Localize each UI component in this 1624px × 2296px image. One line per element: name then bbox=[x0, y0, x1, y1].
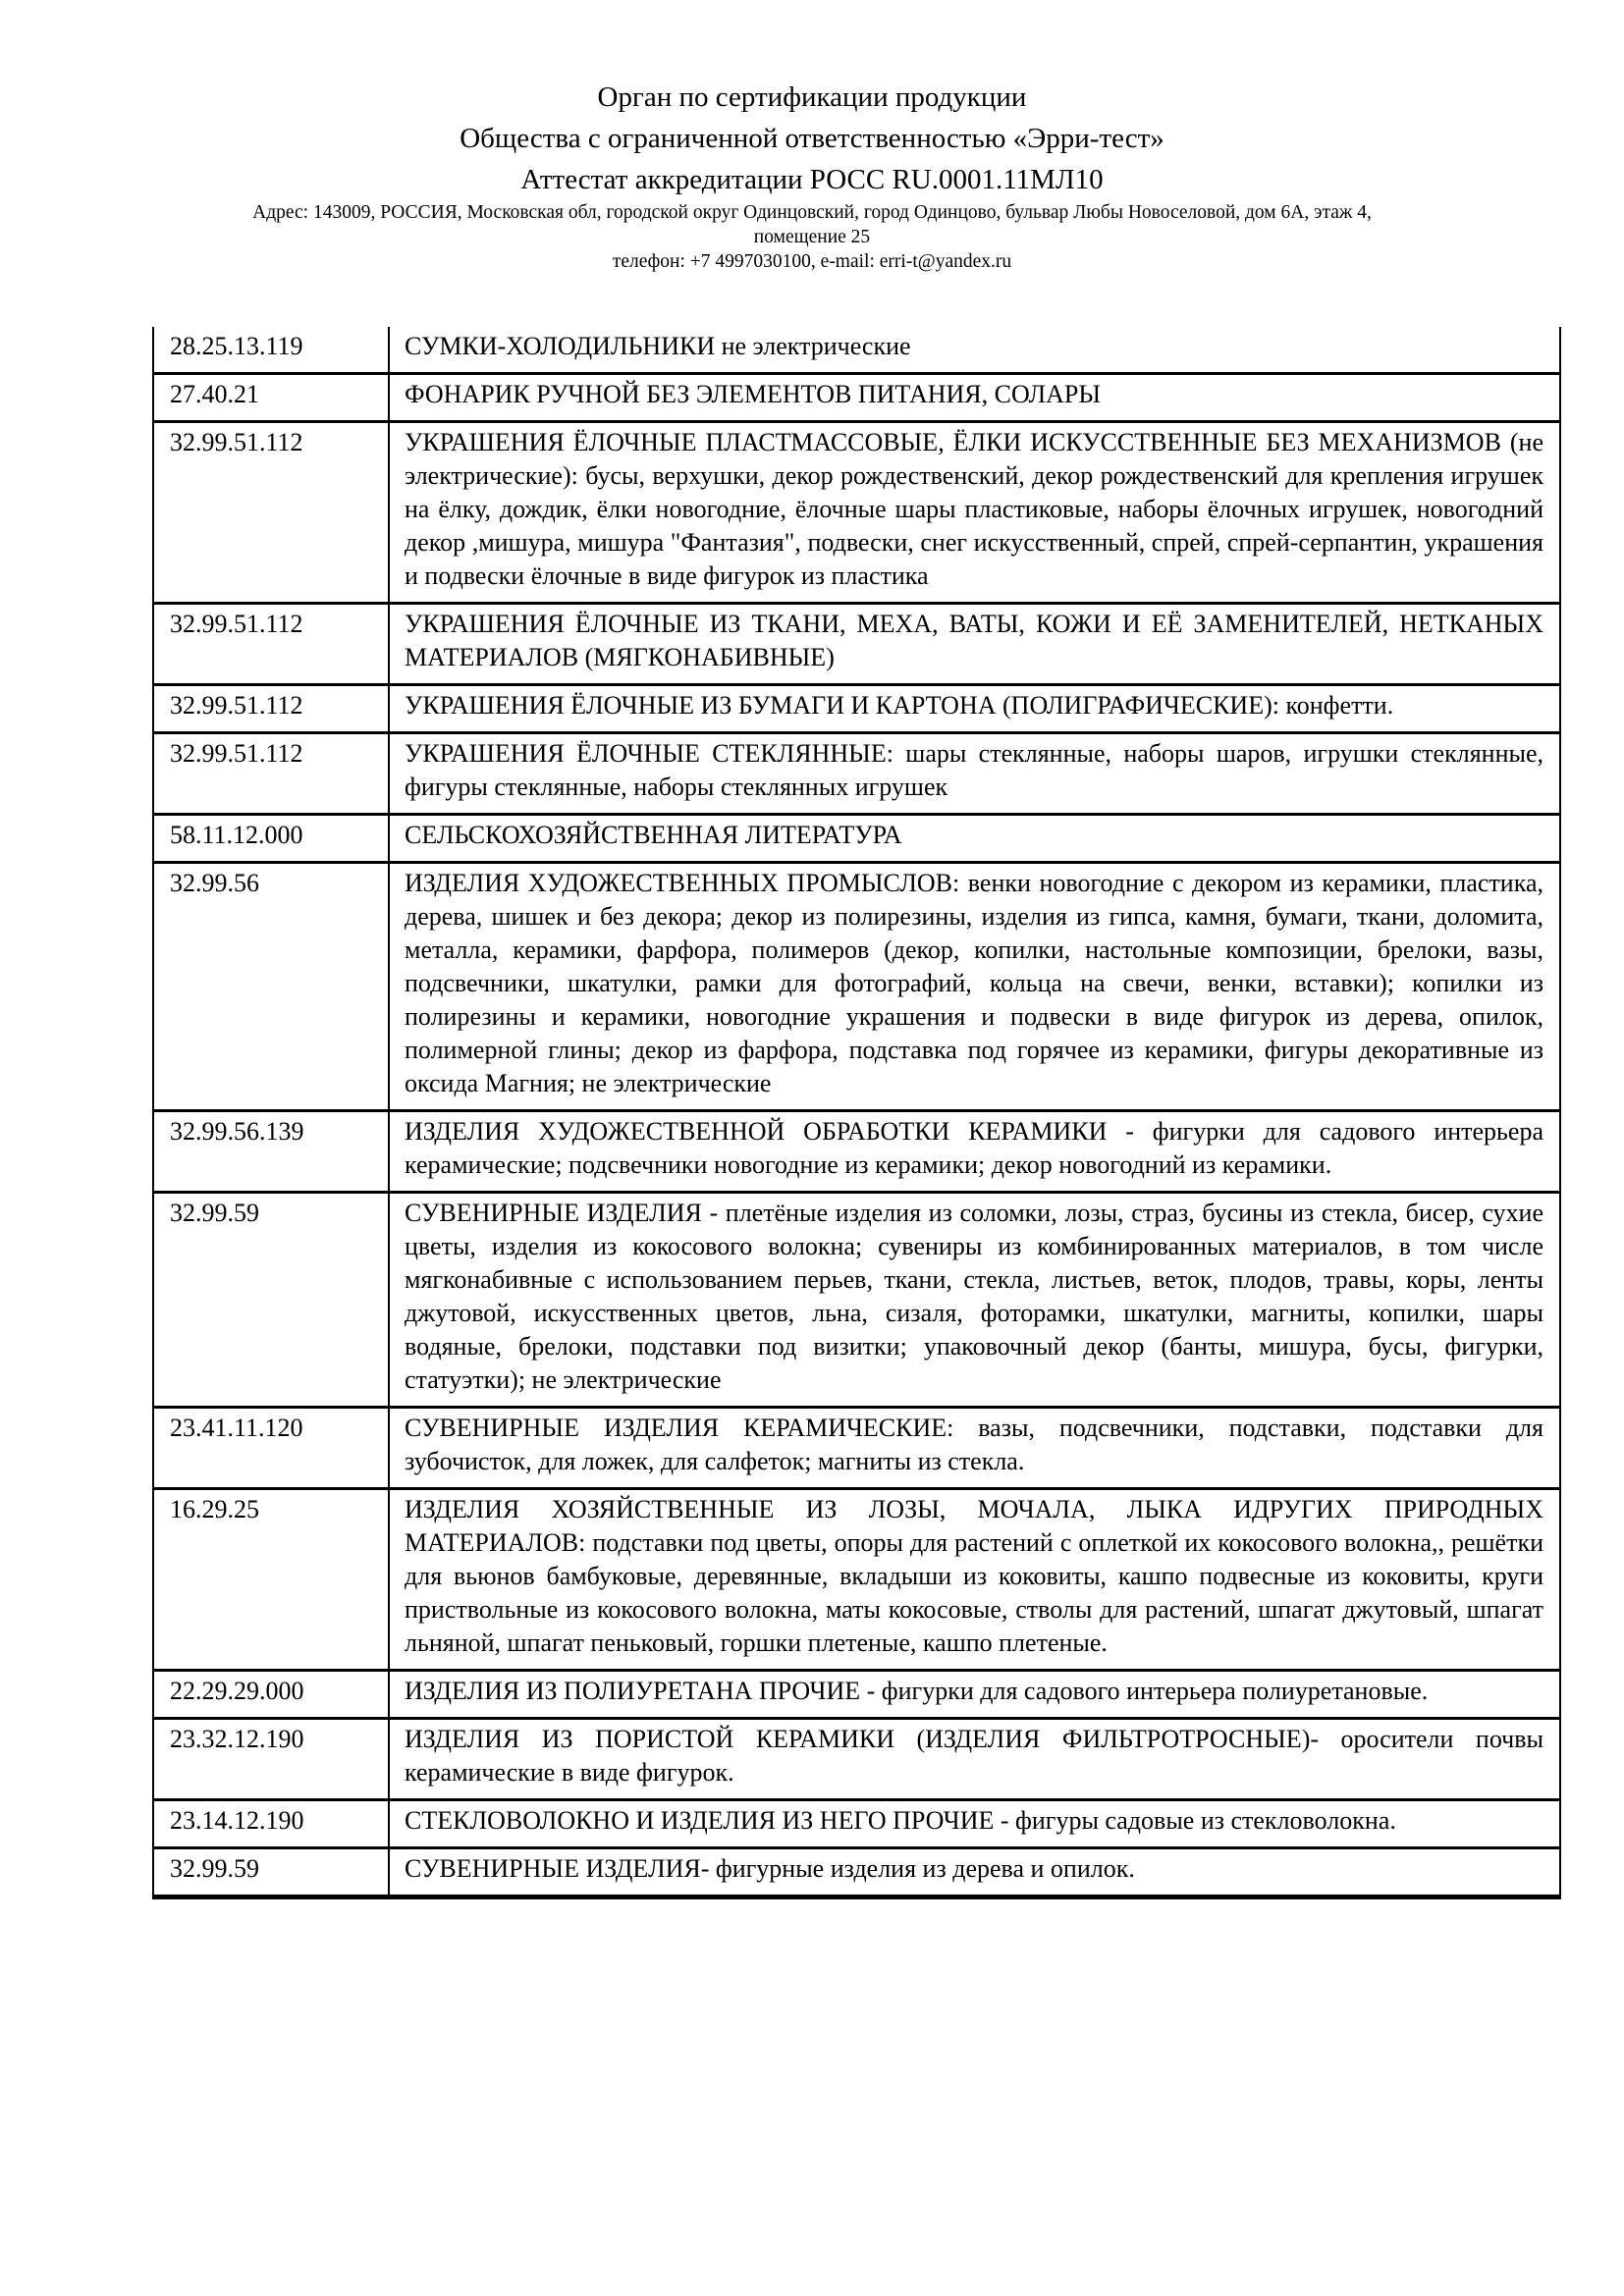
product-description: ИЗДЕЛИЯ ХУДОЖЕСТВЕННОЙ ОБРАБОТКИ КЕРАМИКИ - фигурки для садового интерьера керамические; подсвечники новогодние из керамики; декор новогодний из керамики. bbox=[389, 1111, 1560, 1193]
document-header bbox=[0, 0, 1624, 274]
product-code: 23.32.12.190 bbox=[153, 1719, 389, 1800]
contact-line: телефон: +7 4997030100, e-mail: erri-t@yandex.ru bbox=[612, 251, 1012, 272]
product-description: СУВЕНИРНЫЕ ИЗДЕЛИЯ - плетёные изделия из соломки, лозы, страз, бусины из стекла, бисер, сухие цветы, изделия из кокосового волокна; сувениры из комбинированных материалов, в том числе мягконабивные с использованием перьев, ткани, стекла, листьев, веток, плодов, травы, коры, ленты джутовой, искусственных цветов, льна, сизаля, фоторамки, шкатулки, магниты, копилки, шары водяные, брелоки, подставки под визитки; упаковочный декор (банты, мишура, бусы, фигурки, статуэтки); не электрические bbox=[389, 1193, 1560, 1408]
address-line-2: помещение 25 bbox=[753, 227, 871, 247]
table-row bbox=[153, 1848, 1560, 1897]
product-description: УКРАШЕНИЯ ЁЛОЧНЫЕ ПЛАСТМАССОВЫЕ, ЁЛКИ ИСКУССТВЕННЫЕ БЕЗ МЕХАНИЗМОВ (не электрические): бусы, верхушки, декор рождественский, декор рождественский для крепления игрушек на ёлку, дождик, ёлки новогодние, ёлочные шары пластиковые, наборы ёлочных игрушек, новогодний декор ,мишура, мишура "Фантазия", подвески, снег искусственный, спрей, спрей-серпантин, украшения и подвески ёлочные в виде фигурок из пластика bbox=[389, 422, 1560, 604]
product-code: 23.14.12.190 bbox=[153, 1800, 389, 1848]
product-code: 32.99.56.139 bbox=[153, 1111, 389, 1193]
product-code: 32.99.51.112 bbox=[153, 733, 389, 815]
table-row bbox=[153, 327, 1560, 374]
org-name: Общества с ограниченной ответственностью «Эрри-тест» bbox=[460, 123, 1164, 154]
product-table-body bbox=[153, 327, 1560, 1897]
product-code: 32.99.56 bbox=[153, 863, 389, 1111]
product-description: ИЗДЕЛИЯ ИЗ ПОЛИУРЕТАНА ПРОЧИЕ - фигурки для садового интерьера полиуретановые. bbox=[389, 1671, 1560, 1719]
table-row bbox=[153, 1408, 1560, 1489]
product-code: 27.40.21 bbox=[153, 374, 389, 422]
product-code: 16.29.25 bbox=[153, 1489, 389, 1671]
product-description: УКРАШЕНИЯ ЁЛОЧНЫЕ ИЗ БУМАГИ И КАРТОНА (ПОЛИГРАФИЧЕСКИЕ): конфетти. bbox=[389, 685, 1560, 733]
table-row bbox=[153, 1489, 1560, 1671]
product-table bbox=[152, 327, 1561, 1899]
table-row bbox=[153, 733, 1560, 815]
product-description: ИЗДЕЛИЯ ХОЗЯЙСТВЕННЫЕ ИЗ ЛОЗЫ, МОЧАЛА, ЛЫКА ИДРУГИХ ПРИРОДНЫХ МАТЕРИАЛОВ: подставки под цветы, опоры для растений с оплеткой их кокосового волокна,, решётки для вьюнов бамбуковые, деревянные, вкладыши из коковиты, кашпо подвесные из коковиты, круги приствольные из кокосового волокна, маты кокосовые, стволы для растений, шпагат джутовый, шпагат льняной, шпагат пеньковый, горшки плетеные, кашпо плетеные. bbox=[389, 1489, 1560, 1671]
product-description: ФОНАРИК РУЧНОЙ БЕЗ ЭЛЕМЕНТОВ ПИТАНИЯ, СОЛАРЫ bbox=[389, 374, 1560, 422]
product-description: ИЗДЕЛИЯ ИЗ ПОРИСТОЙ КЕРАМИКИ (ИЗДЕЛИЯ ФИЛЬТРОТРОСНЫЕ)- оросители почвы керамические в виде фигурок. bbox=[389, 1719, 1560, 1800]
org-title: Орган по сертификации продукции bbox=[597, 81, 1027, 113]
table-row bbox=[153, 1800, 1560, 1848]
table-row bbox=[153, 1111, 1560, 1193]
product-description: СУВЕНИРНЫЕ ИЗДЕЛИЯ- фигурные изделия из дерева и опилок. bbox=[389, 1848, 1560, 1897]
product-code: 32.99.51.112 bbox=[153, 604, 389, 685]
product-code: 28.25.13.119 bbox=[153, 327, 389, 374]
table-row bbox=[153, 374, 1560, 422]
product-description: СУВЕНИРНЫЕ ИЗДЕЛИЯ КЕРАМИЧЕСКИЕ: вазы, подсвечники, подставки, подставки для зубочисток, для ложек, для салфеток; магниты из стекла. bbox=[389, 1408, 1560, 1489]
product-code: 32.99.59 bbox=[153, 1193, 389, 1408]
product-description: УКРАШЕНИЯ ЁЛОЧНЫЕ СТЕКЛЯННЫЕ: шары стеклянные, наборы шаров, игрушки стеклянные, фигуры стеклянные, наборы стеклянных игрушек bbox=[389, 733, 1560, 815]
table-row bbox=[153, 1671, 1560, 1719]
product-code: 22.29.29.000 bbox=[153, 1671, 389, 1719]
accreditation-number: Аттестат аккредитации РОСС RU.0001.11МЛ10 bbox=[520, 164, 1104, 195]
product-code: 23.41.11.120 bbox=[153, 1408, 389, 1489]
product-code: 58.11.12.000 bbox=[153, 815, 389, 863]
product-code: 32.99.59 bbox=[153, 1848, 389, 1897]
product-code: 32.99.51.112 bbox=[153, 685, 389, 733]
table-row bbox=[153, 1719, 1560, 1800]
product-description: СЕЛЬСКОХОЗЯЙСТВЕННАЯ ЛИТЕРАТУРА bbox=[389, 815, 1560, 863]
table-row bbox=[153, 685, 1560, 733]
table-row bbox=[153, 604, 1560, 685]
table-row bbox=[153, 815, 1560, 863]
product-description: ИЗДЕЛИЯ ХУДОЖЕСТВЕННЫХ ПРОМЫСЛОВ: венки новогодние с декором из керамики, пластика, дерева, шишек и без декора; декор из полирезины, изделия из гипса, камня, бумаги, ткани, доломита, металла, керамики, фарфора, полимеров (декор, копилки, настольные композиции, брелоки, вазы, подсвечники, шкатулки, рамки для фотографий, кольца на свечи, венки, вставки); копилки из полирезины и керамики, новогодние украшения и подвески в виде фигурок из дерева, опилок, полимерной глины; декор из фарфора, подставка под горячее из керамики, фигуры декоративные из оксида Магния; не электрические bbox=[389, 863, 1560, 1111]
address-line-1: Адрес: 143009, РОССИЯ, Московская обл, городской округ Одинцовский, город Одинцово, бульвар Любы Новоселовой, дом 6А, этаж 4, bbox=[252, 202, 1372, 223]
table-row bbox=[153, 863, 1560, 1111]
product-description: СТЕКЛОВОЛОКНО И ИЗДЕЛИЯ ИЗ НЕГО ПРОЧИЕ - фигуры садовые из стекловолокна. bbox=[389, 1800, 1560, 1848]
table-row bbox=[153, 1193, 1560, 1408]
product-description: СУМКИ-ХОЛОДИЛЬНИКИ не электрические bbox=[389, 327, 1560, 374]
table-row bbox=[153, 422, 1560, 604]
product-code: 32.99.51.112 bbox=[153, 422, 389, 604]
product-description: УКРАШЕНИЯ ЁЛОЧНЫЕ ИЗ ТКАНИ, МЕХА, ВАТЫ, КОЖИ И ЕЁ ЗАМЕНИТЕЛЕЙ, НЕТКАНЫХ МАТЕРИАЛОВ (МЯГКОНАБИВНЫЕ) bbox=[389, 604, 1560, 685]
